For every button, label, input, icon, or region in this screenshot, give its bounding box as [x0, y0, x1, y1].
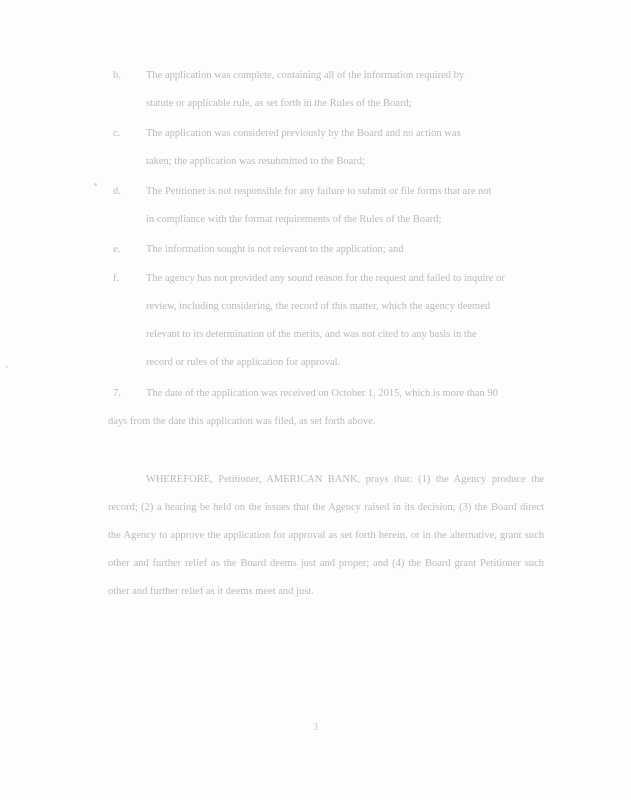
list-item-line: relevant to its determination of the merits, and was not cited to any basis in the	[146, 329, 477, 340]
list-marker: c.	[113, 128, 121, 139]
list-item-line: record or rules of the application for approval.	[146, 357, 341, 368]
list-item-line: The information sought is not relevant to the application; and	[146, 244, 404, 255]
list-item-line: The date of the application was received on October 1, 2015, which is more than 90	[146, 388, 498, 399]
closing-paragraph-text: WHEREFORE, Petitioner, AMERICAN BANK, prays that: (1) the Agency produce the record; (2) a hearing be held on the issues that the Agency raised in its decision; (3) the Board direct the Agency to approve the application for approval as set forth herein, or in the alternative, grant such other and further relief as the Board deems just and proper; and (4) the Board grant Petitioner such other and further relief as it deems meet and just.	[108, 474, 544, 597]
list-item-line: review, including considering, the record of this matter, which the agency deemed	[146, 301, 491, 312]
list-item-line: The agency has not provided any sound reason for the request and failed to inquire or	[146, 273, 505, 284]
list-item-line: The Petitioner is not responsible for any failure to submit or file forms that are not	[146, 186, 492, 197]
page-number: 3	[313, 722, 318, 733]
list-marker: 7.	[113, 388, 121, 399]
closing-paragraph	[108, 466, 544, 606]
list-marker: d.	[113, 186, 121, 197]
list-item-line: days from the date this application was filed, as set forth above.	[108, 416, 376, 427]
list-item-line: statute or applicable rule, as set forth in the Rules of the Board;	[146, 98, 412, 109]
list-item-line: taken; the application was resubmitted to the Board;	[146, 156, 365, 167]
list-marker: b.	[113, 70, 121, 81]
scan-speck	[6, 366, 8, 368]
scan-speck	[94, 183, 97, 186]
list-marker: f.	[113, 273, 120, 284]
list-item-line: The application was complete, containing all of the information required by	[146, 70, 465, 81]
list-marker: e.	[113, 244, 121, 255]
list-item-line: The application was considered previously by the Board and no action was	[146, 128, 461, 139]
list-item-line: in compliance with the format requirements of the Rules of the Board;	[146, 214, 442, 225]
